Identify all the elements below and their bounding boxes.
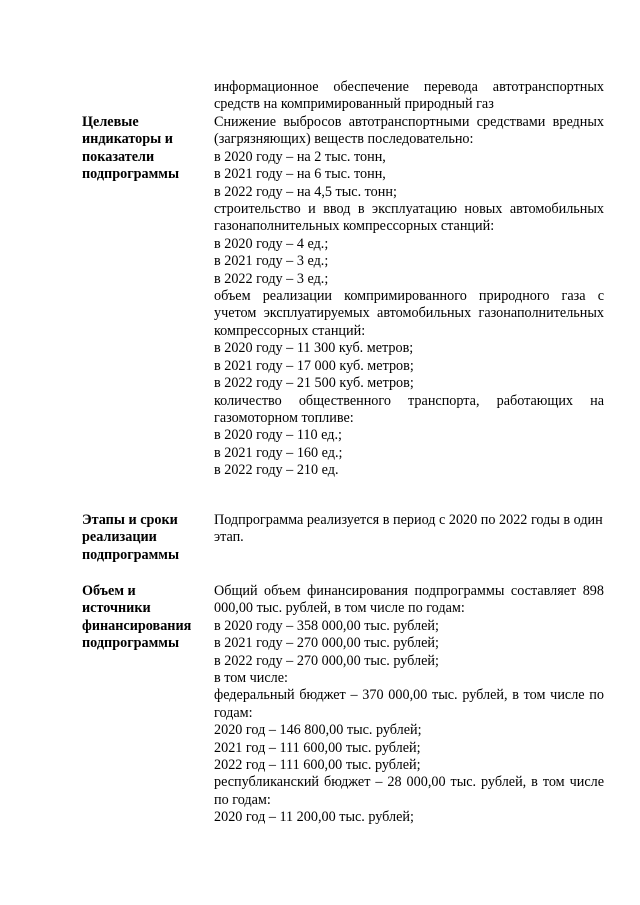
paragraph: объем реализации компримированного природного газа с учетом эксплуатируемых автомобильных газонаполнительных компрессорных станций: — [214, 288, 604, 339]
paragraph: Снижение выбросов автотранспортными средствами вредных (загрязняющих) веществ последовательно: — [214, 114, 604, 148]
paragraph: 2022 год – 111 600,00 тыс. рублей; — [214, 757, 421, 774]
section-label: Объем и источники финансирования подпрограммы — [82, 583, 192, 652]
intro-line: информационное обеспечение перевода автотранспортных — [214, 79, 604, 95]
section-content — [214, 114, 604, 480]
paragraph: в 2020 году – 110 ед.; — [214, 427, 342, 444]
paragraph: 2021 год – 111 600,00 тыс. рублей; — [214, 739, 421, 756]
paragraph: в 2021 году – 17 000 куб. метров; — [214, 357, 414, 374]
paragraph: в 2021 году – на 6 тыс. тонн, — [214, 166, 386, 183]
intro-line: средств на компримированный природный газ — [214, 96, 494, 113]
paragraph: в 2020 году – на 2 тыс. тонн, — [214, 148, 386, 165]
paragraph: в 2022 году – 21 500 куб. метров; — [214, 375, 414, 392]
paragraph: в 2020 году – 358 000,00 тыс. рублей; — [214, 617, 439, 634]
paragraph: федеральный бюджет – 370 000,00 тыс. рублей, в том числе по годам: — [214, 687, 604, 721]
paragraph: в 2022 году – 270 000,00 тыс. рублей; — [214, 652, 439, 669]
paragraph: Подпрограмма реализуется в период с 2020 по 2022 годы в один этап. — [214, 512, 603, 546]
paragraph: в 2022 году – 210 ед. — [214, 462, 339, 479]
section-content — [214, 583, 604, 827]
paragraph: Общий объем финансирования подпрограммы составляет 898 000,00 тыс. рублей, в том числе по годам: — [214, 583, 604, 617]
paragraph: в 2022 году – на 4,5 тыс. тонн; — [214, 183, 397, 200]
paragraph: в том числе: — [214, 670, 288, 687]
section-label: Целевые индикаторы и показатели подпрограммы — [82, 114, 180, 183]
paragraph: в 2022 году – 3 ед.; — [214, 270, 329, 287]
paragraph: 2020 год – 11 200,00 тыс. рублей; — [214, 809, 414, 826]
paragraph: в 2021 году – 160 ед.; — [214, 444, 343, 461]
paragraph: количество общественного транспорта, работающих на газомоторном топливе: — [214, 392, 604, 426]
paragraph: в 2021 году – 3 ед.; — [214, 253, 329, 270]
paragraph: строительство и ввод в эксплуатацию новых автомобильных газонаполнительных компрессорных станций: — [214, 201, 604, 235]
paragraph: республиканский бюджет – 28 000,00 тыс. рублей, в том числе по годам: — [214, 774, 604, 808]
intro-content — [214, 79, 604, 114]
section-content — [214, 512, 604, 547]
paragraph: в 2020 году – 4 ед.; — [214, 235, 329, 252]
paragraph: в 2020 году – 11 300 куб. метров; — [214, 340, 414, 357]
section-label: Этапы и сроки реализации подпрограммы — [82, 512, 180, 563]
paragraph: 2020 год – 146 800,00 тыс. рублей; — [214, 722, 422, 739]
paragraph: в 2021 году – 270 000,00 тыс. рублей; — [214, 635, 439, 652]
